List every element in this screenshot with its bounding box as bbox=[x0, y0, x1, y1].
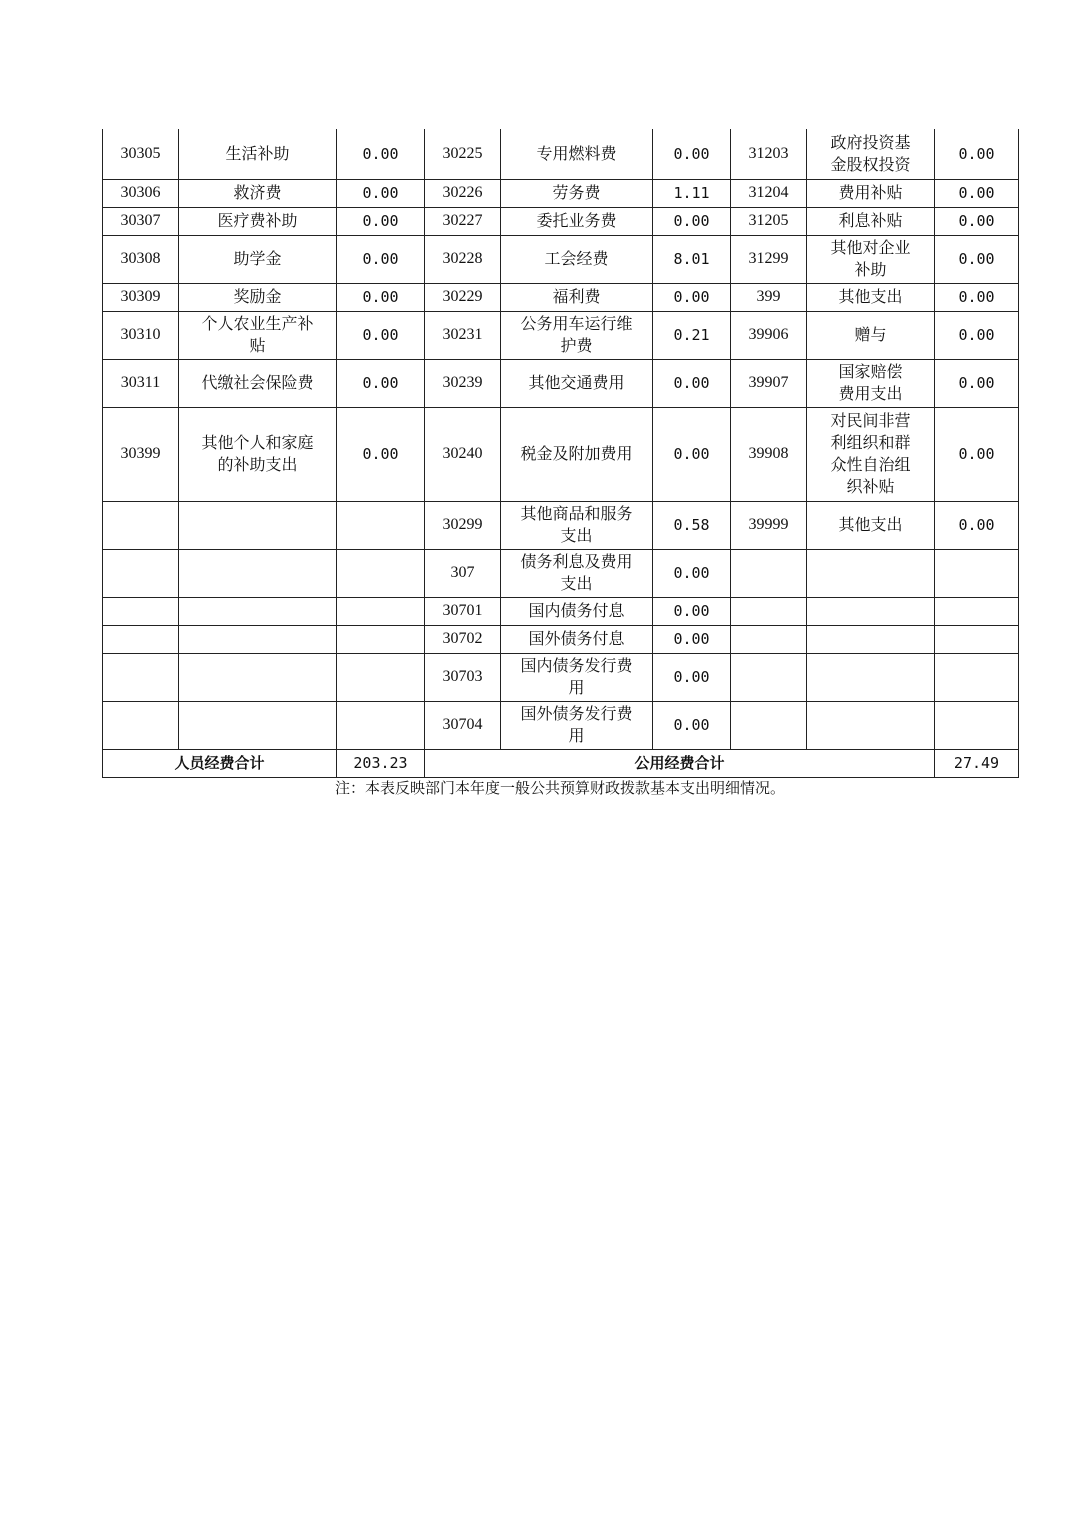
code-cell: 307 bbox=[425, 549, 501, 597]
table-row bbox=[103, 359, 1019, 407]
name-cell bbox=[179, 597, 337, 625]
amount-cell bbox=[337, 597, 425, 625]
name-cell bbox=[179, 549, 337, 597]
code-cell: 30227 bbox=[425, 207, 501, 235]
name-cell: 国内债务发行费用 bbox=[501, 653, 653, 701]
table-row bbox=[103, 179, 1019, 207]
name-cell: 国外债务付息 bbox=[501, 625, 653, 653]
table-row bbox=[103, 311, 1019, 359]
amount-cell: 0.00 bbox=[653, 625, 731, 653]
code-cell bbox=[103, 597, 179, 625]
code-cell bbox=[103, 701, 179, 749]
name-cell: 利息补贴 bbox=[807, 207, 935, 235]
table-row bbox=[103, 207, 1019, 235]
name-cell: 国家赔偿费用支出 bbox=[807, 359, 935, 407]
name-cell: 生活补助 bbox=[179, 129, 337, 179]
name-cell: 工会经费 bbox=[501, 235, 653, 283]
code-cell: 31205 bbox=[731, 207, 807, 235]
name-cell: 债务利息及费用支出 bbox=[501, 549, 653, 597]
code-cell: 30704 bbox=[425, 701, 501, 749]
name-cell: 对民间非营利组织和群众性自治组织补贴 bbox=[807, 407, 935, 501]
amount-cell: 0.00 bbox=[653, 283, 731, 311]
code-cell: 30307 bbox=[103, 207, 179, 235]
name-cell bbox=[807, 597, 935, 625]
code-cell: 39907 bbox=[731, 359, 807, 407]
budget-detail-table bbox=[102, 129, 1019, 778]
code-cell: 30239 bbox=[425, 359, 501, 407]
amount-cell bbox=[337, 549, 425, 597]
name-cell: 专用燃料费 bbox=[501, 129, 653, 179]
amount-cell: 8.01 bbox=[653, 235, 731, 283]
name-cell: 其他支出 bbox=[807, 283, 935, 311]
public-total-value: 27.49 bbox=[935, 749, 1019, 777]
amount-cell bbox=[337, 701, 425, 749]
amount-cell: 0.00 bbox=[935, 179, 1019, 207]
table-row bbox=[103, 283, 1019, 311]
code-cell: 30225 bbox=[425, 129, 501, 179]
amount-cell: 0.00 bbox=[337, 283, 425, 311]
name-cell bbox=[179, 701, 337, 749]
code-cell: 30305 bbox=[103, 129, 179, 179]
amount-cell: 0.00 bbox=[935, 207, 1019, 235]
amount-cell bbox=[935, 653, 1019, 701]
code-cell bbox=[731, 701, 807, 749]
totals-row bbox=[103, 749, 1019, 777]
name-cell: 费用补贴 bbox=[807, 179, 935, 207]
name-cell: 助学金 bbox=[179, 235, 337, 283]
table-row bbox=[103, 235, 1019, 283]
amount-cell: 0.00 bbox=[653, 701, 731, 749]
table-row bbox=[103, 501, 1019, 549]
code-cell: 30311 bbox=[103, 359, 179, 407]
code-cell bbox=[731, 625, 807, 653]
code-cell bbox=[103, 653, 179, 701]
name-cell bbox=[179, 625, 337, 653]
code-cell: 30310 bbox=[103, 311, 179, 359]
amount-cell bbox=[935, 701, 1019, 749]
name-cell: 国外债务发行费用 bbox=[501, 701, 653, 749]
table-row bbox=[103, 129, 1019, 179]
code-cell: 30228 bbox=[425, 235, 501, 283]
code-cell: 399 bbox=[731, 283, 807, 311]
name-cell: 劳务费 bbox=[501, 179, 653, 207]
amount-cell: 0.00 bbox=[337, 407, 425, 501]
name-cell: 委托业务费 bbox=[501, 207, 653, 235]
name-cell: 医疗费补助 bbox=[179, 207, 337, 235]
amount-cell: 0.00 bbox=[653, 653, 731, 701]
name-cell: 其他对企业补助 bbox=[807, 235, 935, 283]
name-cell bbox=[179, 501, 337, 549]
amount-cell: 0.00 bbox=[935, 359, 1019, 407]
name-cell: 其他支出 bbox=[807, 501, 935, 549]
amount-cell: 0.00 bbox=[935, 311, 1019, 359]
amount-cell bbox=[337, 625, 425, 653]
code-cell bbox=[731, 653, 807, 701]
code-cell: 30231 bbox=[425, 311, 501, 359]
code-cell: 30229 bbox=[425, 283, 501, 311]
amount-cell: 0.00 bbox=[935, 501, 1019, 549]
code-cell: 31299 bbox=[731, 235, 807, 283]
amount-cell: 0.00 bbox=[935, 129, 1019, 179]
amount-cell: 0.00 bbox=[337, 359, 425, 407]
code-cell: 30299 bbox=[425, 501, 501, 549]
amount-cell: 0.00 bbox=[337, 207, 425, 235]
table-row bbox=[103, 597, 1019, 625]
table-note: 注：本表反映部门本年度一般公共预算财政拨款基本支出明细情况。 bbox=[334, 779, 785, 797]
name-cell: 赠与 bbox=[807, 311, 935, 359]
amount-cell: 0.00 bbox=[653, 597, 731, 625]
name-cell: 个人农业生产补贴 bbox=[179, 311, 337, 359]
amount-cell: 0.00 bbox=[337, 179, 425, 207]
name-cell: 其他个人和家庭的补助支出 bbox=[179, 407, 337, 501]
amount-cell: 0.21 bbox=[653, 311, 731, 359]
name-cell: 政府投资基金股权投资 bbox=[807, 129, 935, 179]
amount-cell bbox=[935, 625, 1019, 653]
name-cell bbox=[179, 653, 337, 701]
code-cell bbox=[731, 597, 807, 625]
table-row bbox=[103, 653, 1019, 701]
amount-cell: 0.00 bbox=[337, 311, 425, 359]
name-cell bbox=[807, 653, 935, 701]
name-cell: 其他交通费用 bbox=[501, 359, 653, 407]
code-cell: 30240 bbox=[425, 407, 501, 501]
amount-cell: 0.00 bbox=[653, 129, 731, 179]
code-cell: 30399 bbox=[103, 407, 179, 501]
amount-cell: 0.00 bbox=[653, 359, 731, 407]
name-cell bbox=[807, 549, 935, 597]
amount-cell: 0.58 bbox=[653, 501, 731, 549]
code-cell: 30701 bbox=[425, 597, 501, 625]
code-cell: 30703 bbox=[425, 653, 501, 701]
code-cell: 30309 bbox=[103, 283, 179, 311]
code-cell: 30226 bbox=[425, 179, 501, 207]
table-row bbox=[103, 701, 1019, 749]
name-cell: 福利费 bbox=[501, 283, 653, 311]
amount-cell: 0.00 bbox=[935, 283, 1019, 311]
code-cell bbox=[103, 501, 179, 549]
amount-cell bbox=[337, 653, 425, 701]
name-cell bbox=[807, 701, 935, 749]
public-total-label: 公用经费合计 bbox=[425, 749, 935, 777]
table-row bbox=[103, 549, 1019, 597]
amount-cell: 0.00 bbox=[935, 407, 1019, 501]
name-cell: 公务用车运行维护费 bbox=[501, 311, 653, 359]
amount-cell: 0.00 bbox=[337, 235, 425, 283]
amount-cell bbox=[337, 501, 425, 549]
code-cell: 39999 bbox=[731, 501, 807, 549]
personnel-total-value: 203.23 bbox=[337, 749, 425, 777]
amount-cell: 0.00 bbox=[337, 129, 425, 179]
code-cell: 30308 bbox=[103, 235, 179, 283]
amount-cell: 0.00 bbox=[653, 407, 731, 501]
personnel-total-label: 人员经费合计 bbox=[103, 749, 337, 777]
code-cell bbox=[103, 549, 179, 597]
name-cell: 奖励金 bbox=[179, 283, 337, 311]
code-cell: 30306 bbox=[103, 179, 179, 207]
code-cell: 31204 bbox=[731, 179, 807, 207]
table-row bbox=[103, 625, 1019, 653]
amount-cell: 0.00 bbox=[935, 235, 1019, 283]
amount-cell: 1.11 bbox=[653, 179, 731, 207]
amount-cell: 0.00 bbox=[653, 549, 731, 597]
amount-cell bbox=[935, 597, 1019, 625]
amount-cell: 0.00 bbox=[653, 207, 731, 235]
code-cell: 30702 bbox=[425, 625, 501, 653]
name-cell: 救济费 bbox=[179, 179, 337, 207]
name-cell: 代缴社会保险费 bbox=[179, 359, 337, 407]
amount-cell bbox=[935, 549, 1019, 597]
name-cell bbox=[807, 625, 935, 653]
code-cell: 39906 bbox=[731, 311, 807, 359]
name-cell: 国内债务付息 bbox=[501, 597, 653, 625]
name-cell: 其他商品和服务支出 bbox=[501, 501, 653, 549]
code-cell bbox=[103, 625, 179, 653]
name-cell: 税金及附加费用 bbox=[501, 407, 653, 501]
table-row bbox=[103, 407, 1019, 501]
code-cell: 39908 bbox=[731, 407, 807, 501]
code-cell: 31203 bbox=[731, 129, 807, 179]
code-cell bbox=[731, 549, 807, 597]
